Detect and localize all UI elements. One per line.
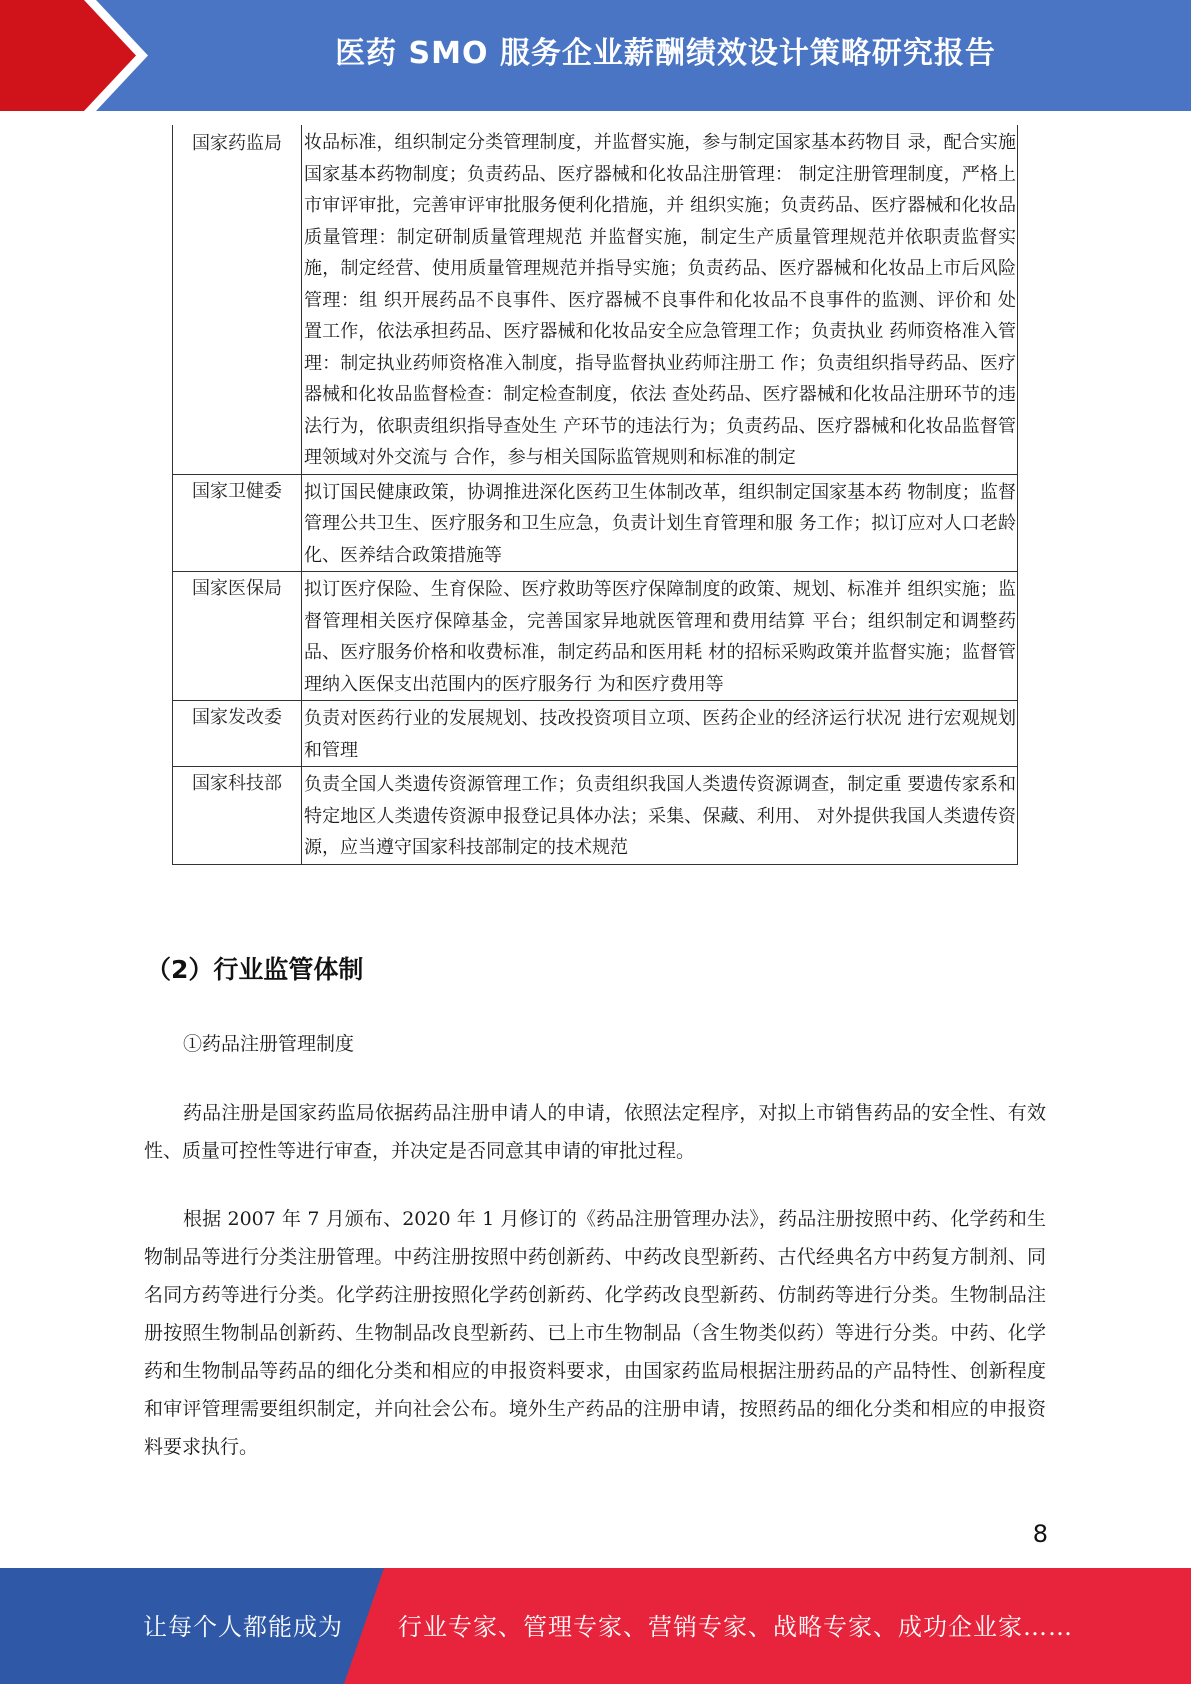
footer-banner [0, 1568, 1191, 1684]
table-row [173, 474, 1018, 572]
section-heading: （2）行业监管体制 [146, 955, 364, 984]
paragraph: 根据 2007 年 7 月颁布、2020 年 1 月修订的《药品注册管理办法》，药品注册按照中药、化学药和生物制品等进行分类注册管理。中药注册按照中药创新药、中药改良型新药、古代经典名方中药复方制剂、同名同方药等进行分类。化学药注册按照化学药创新药、化学药改良型新药、仿制药等进行分类。生物制品注册按照生物制品创新药、生物制品改良型新药、已上市生物制品（含生物类似药）等进行分类。中药、化学药和生物制品等药品的细化分类和相应的申报资料要求，由国家药监局根据注册药品的产品特性、创新程度和审评管理需要组织制定，并向社会公布。境外生产药品的注册申请，按照药品的细化分类和相应的申报资料要求执行。 [144, 1208, 1046, 1458]
section-subheading: ①药品注册管理制度 [183, 1033, 355, 1055]
table-row [173, 572, 1018, 701]
paragraph: 药品注册是国家药监局依据药品注册申请人的申请，依照法定程序，对拟上市销售药品的安全性、有效性、质量可控性等进行审查，并决定是否同意其申请的审批过程。 [144, 1102, 1046, 1162]
regulator-duties: 拟订医疗保险、生育保险、医疗救助等医疗保障制度的政策、规划、标准并 组织实施；监督管理相关医疗保障基金，完善国家异地就医管理和费用结算 平台；组织制定和调整药品、医疗服务价格和收费标准，制定药品和医用耗 材的招标采购政策并监督实施；监督管理纳入医保支出范围内的医疗服务行 为和医疗费用等 [302, 572, 1018, 701]
regulator-duties: 妆品标准，组织制定分类管理制度，并监督实施，参与制定国家基本药物目 录，配合实施国家基本药物制度；负责药品、医疗器械和化妆品注册管理： 制定注册管理制度，严格上市审评审批，完善审评审批服务便利化措施，并 组织实施；负责药品、医疗器械和化妆品质量管理：制定研制质量管理规范 并监督实施，制定生产质量管理规范并依职责监督实施，制定经营、使用质量管理规范并指导实施；负责药品、医疗器械和化妆品上市后风险管理：组 织开展药品不良事件、医疗器械不良事件和化妆品不良事件的监测、评价和 处置工作，依法承担药品、医疗器械和化妆品安全应急管理工作；负责执业 药师资格准入管理：制定执业药师资格准入制度，指导监督执业药师注册工 作；负责组织指导药品、医疗器械和化妆品监督检查：制定检查制度，依法 查处药品、医疗器械和化妆品注册环节的违法行为，依职责组织指导查处生 产环节的违法行为；负责药品、医疗器械和化妆品监督管理领域对外交流与 合作，参与相关国际监管规则和标准的制定 [302, 125, 1018, 474]
regulator-name: 国家医保局 [173, 572, 302, 701]
regulator-duties: 拟订国民健康政策，协调推进深化医药卫生体制改革，组织制定国家基本药 物制度；监督管理公共卫生、医疗服务和卫生应急，负责计划生育管理和服 务工作；拟订应对人口老龄化、医养结合政策措施等 [302, 474, 1018, 572]
regulator-name: 国家科技部 [173, 767, 302, 865]
regulator-duties: 负责全国人类遗传资源管理工作；负责组织我国人类遗传资源调查，制定重 要遗传家系和特定地区人类遗传资源申报登记具体办法；采集、保藏、利用、 对外提供我国人类遗传资源，应当遵守国家科技部制定的技术规范 [302, 767, 1018, 865]
header-chevron-logo [0, 0, 160, 111]
table-row [173, 701, 1018, 767]
table-row [173, 767, 1018, 865]
footer-slogan-left: 让每个人都能成为 [143, 1613, 343, 1641]
regulator-name: 国家卫健委 [173, 474, 302, 572]
table-row [173, 125, 1018, 474]
regulator-duties: 负责对医药行业的发展规划、技改投资项目立项、医药企业的经济运行状况 进行宏观规划和管理 [302, 701, 1018, 767]
regulator-table [172, 125, 1018, 865]
regulator-name: 国家药监局 [173, 125, 302, 474]
page-number: 8 [1032, 1520, 1048, 1548]
header-bar [0, 0, 1191, 111]
document-title: 医药 SMO 服务企业薪酬绩效设计策略研究报告 [335, 36, 996, 71]
footer-slogan-right: 行业专家、管理专家、营销专家、战略专家、成功企业家…… [398, 1613, 1073, 1641]
regulator-name: 国家发改委 [173, 701, 302, 767]
